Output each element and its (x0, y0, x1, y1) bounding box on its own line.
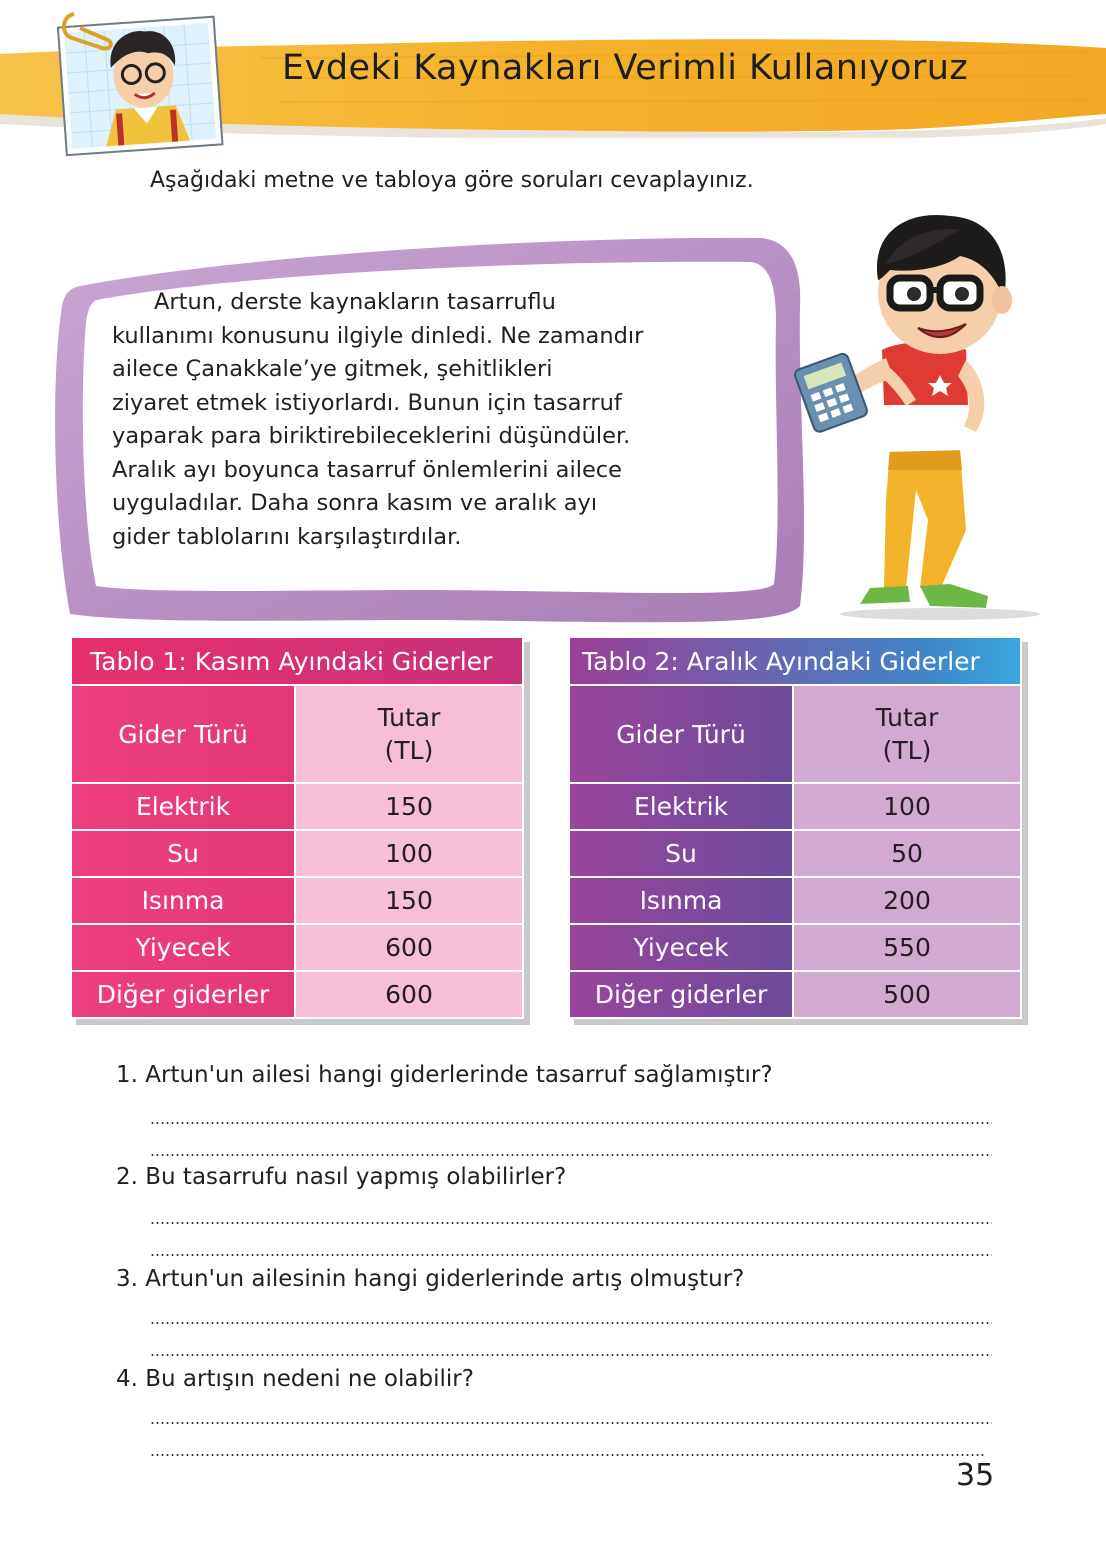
story-line: Aralık ayı boyunca tasarruf önlemlerini ailece (112, 456, 623, 483)
expense-type-cell: Diğer giderler (71, 971, 295, 1018)
expenses-table-december (568, 636, 1022, 1019)
expense-type-cell: Su (569, 830, 793, 877)
table-row (71, 830, 523, 877)
table-row (569, 830, 1021, 877)
expense-amount-cell: 600 (295, 924, 523, 971)
table-row (569, 877, 1021, 924)
column-header-amount-line1: Tutar (377, 703, 441, 732)
story-line: ziyaret etmek istiyorlardı. Bunun için tasarruf (112, 389, 622, 416)
table-row (71, 971, 523, 1018)
story-line: kullanımı konusunu ilgiyle dinledi. Ne zamandır (112, 322, 644, 349)
story-line: ailece Çanakkale’ye gitmek, şehitlikleri (112, 356, 553, 382)
question-3: 3. Artun'un ailesinin hangi giderlerinde artış olmuştur? (116, 1266, 745, 1292)
table-row (569, 971, 1021, 1018)
answer-line[interactable] (150, 1154, 992, 1156)
column-header-type: Gider Türü (569, 685, 793, 783)
page-title: Evdeki Kaynakları Verimli Kullanıyoruz (282, 48, 969, 88)
answer-line[interactable] (150, 1454, 984, 1456)
table-row (71, 924, 523, 971)
table-caption: Tablo 1: Kasım Ayındaki Giderler (71, 637, 523, 685)
answer-line[interactable] (150, 1322, 992, 1324)
story-text (112, 286, 752, 554)
expense-amount-cell: 500 (793, 971, 1021, 1018)
story-line: Artun, derste kaynakların tasarruflu (154, 289, 556, 315)
expense-type-cell: Yiyecek (569, 924, 793, 971)
question-1: 1. Artun'un ailesi hangi giderlerinde tasarruf sağlamıştır? (116, 1062, 773, 1088)
question-4: 4. Bu artışın nedeni ne olabilir? (116, 1366, 474, 1392)
story-line: uyguladılar. Daha sonra kasım ve aralık ayı (112, 490, 598, 516)
expense-type-cell: Elektrik (569, 783, 793, 830)
column-header-amount-line1: Tutar (875, 703, 939, 732)
table-caption: Tablo 2: Aralık Ayındaki Giderler (569, 637, 1021, 685)
expense-amount-cell: 100 (793, 783, 1021, 830)
expenses-table-november (70, 636, 524, 1019)
column-header-amount (793, 685, 1021, 783)
column-header-amount-line2: (TL) (384, 736, 434, 765)
expense-type-cell: Isınma (71, 877, 295, 924)
avatar (44, 8, 234, 158)
table-row (71, 783, 523, 830)
expense-type-cell: Isınma (569, 877, 793, 924)
column-header-amount (295, 685, 523, 783)
page-number: 35 (956, 1458, 995, 1493)
table-row (569, 783, 1021, 830)
instruction-text: Aşağıdaki metne ve tabloya göre soruları cevaplayınız. (150, 168, 754, 193)
answer-line[interactable] (150, 1122, 992, 1124)
expense-amount-cell: 100 (295, 830, 523, 877)
expense-type-cell: Yiyecek (71, 924, 295, 971)
expense-amount-cell: 550 (793, 924, 1021, 971)
expense-type-cell: Su (71, 830, 295, 877)
expense-amount-cell: 600 (295, 971, 523, 1018)
question-2: 2. Bu tasarrufu nasıl yapmış olabilirler? (116, 1164, 567, 1190)
answer-line[interactable] (150, 1354, 992, 1356)
expense-type-cell: Elektrik (71, 783, 295, 830)
table-row (569, 924, 1021, 971)
story-line: gider tablolarını karşılaştırdılar. (112, 523, 462, 550)
expense-amount-cell: 150 (295, 783, 523, 830)
story-line: yaparak para biriktirebileceklerini düşündüler. (112, 423, 631, 449)
boy-illustration (790, 200, 1070, 620)
answer-line[interactable] (150, 1422, 992, 1424)
expense-amount-cell: 200 (793, 877, 1021, 924)
answer-line[interactable] (150, 1254, 992, 1256)
column-header-type: Gider Türü (71, 685, 295, 783)
answer-line[interactable] (150, 1222, 992, 1224)
table-row (71, 877, 523, 924)
expense-type-cell: Diğer giderler (569, 971, 793, 1018)
column-header-amount-line2: (TL) (882, 736, 932, 765)
expense-amount-cell: 150 (295, 877, 523, 924)
expense-amount-cell: 50 (793, 830, 1021, 877)
